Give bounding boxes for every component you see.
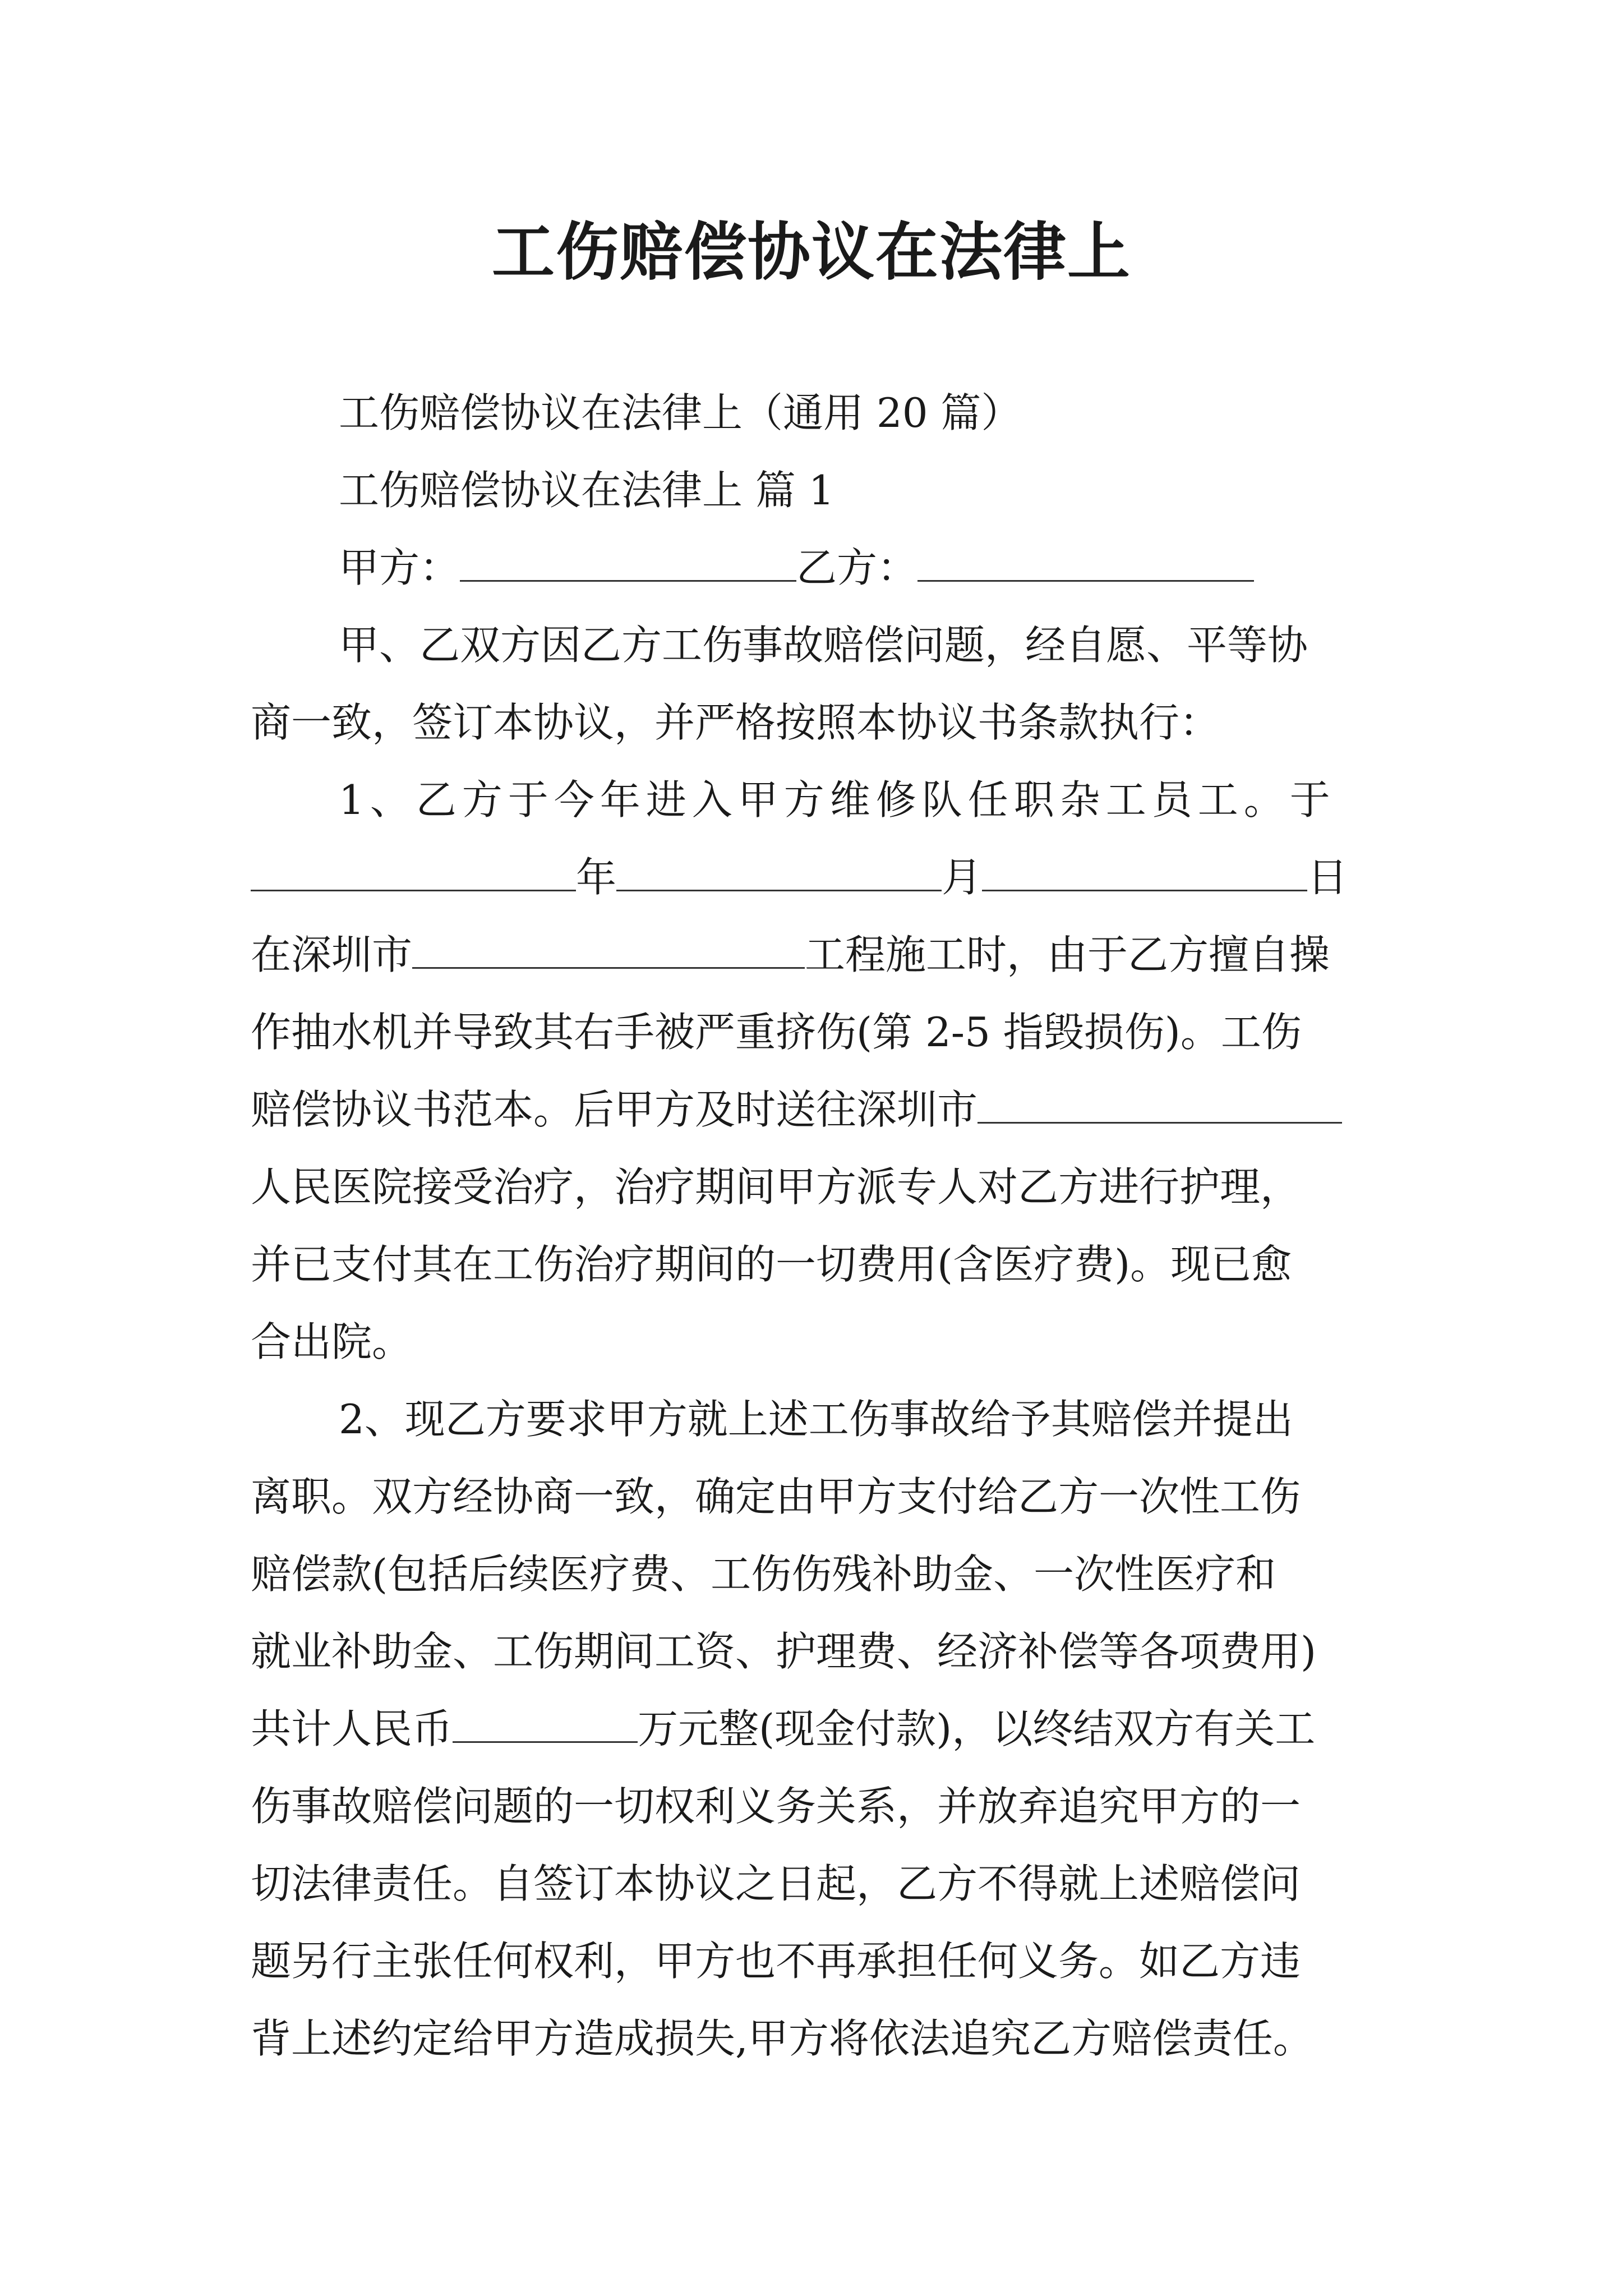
clause-2-line-8: 题另行主张任何权利，甲方也不再承担任何义务。如乙方违: [251, 1938, 1301, 1985]
clause-1-line-3-rest: 工程施工时，由于乙方擅自操: [805, 931, 1330, 978]
party-line: [339, 544, 1254, 591]
amount-label: 共计人民币: [251, 1705, 453, 1752]
clause-1-line-8: 合出院。: [251, 1318, 413, 1365]
month-blank[interactable]: [616, 887, 942, 891]
party-a-blank[interactable]: [460, 578, 796, 582]
day-label: 日: [1307, 854, 1348, 901]
clause-2-line-1: 2、现乙方要求甲方就上述工伤事故给予其赔偿并提出: [339, 1396, 1293, 1443]
clause-1-line-1: 1、乙方于今年进入甲方维修队任职杂工员工。于: [339, 776, 1336, 823]
clause-2-line-2: 离职。双方经协商一致，确定由甲方支付给乙方一次性工伤: [251, 1473, 1301, 1520]
year-label: 年: [576, 854, 617, 901]
section-heading: 工伤赔偿协议在法律上 篇 1: [339, 467, 834, 514]
document-title: 工伤赔偿协议在法律上: [492, 215, 1131, 289]
clause-1-line-3: [251, 931, 1330, 978]
clause-1-date-line: [251, 854, 1348, 901]
clause-2-line-5: [251, 1705, 1316, 1752]
subtitle: 工伤赔偿协议在法律上（通用 20 篇）: [339, 389, 1022, 436]
clause-1-line-5: [251, 1086, 1342, 1133]
party-b-label: 乙方：: [796, 544, 918, 591]
year-blank[interactable]: [251, 887, 576, 891]
intro-line-1: 甲、乙双方因乙方工伤事故赔偿问题，经自愿、平等协: [339, 622, 1308, 669]
amount-blank[interactable]: [453, 1739, 638, 1743]
clause-1-line-7: 并已支付其在工伤治疗期间的一切费用(含医疗费)。现已愈: [251, 1241, 1292, 1288]
hospital-blank[interactable]: [978, 1120, 1342, 1124]
party-b-blank[interactable]: [917, 578, 1254, 582]
clause-2-line-9: 背上述约定给甲方造成损失,甲方将依法追究乙方赔偿责任。: [251, 2015, 1313, 2062]
clause-2-line-5-rest: 万元整(现金付款)，以终结双方有关工: [638, 1705, 1316, 1752]
day-blank[interactable]: [982, 887, 1307, 891]
month-label: 月: [942, 854, 983, 901]
intro-line-2: 商一致，签订本协议，并严格按照本协议书条款执行：: [251, 699, 1220, 746]
clause-1-line-6: 人民医院接受治疗，治疗期间甲方派专人对乙方进行护理，: [251, 1163, 1301, 1211]
clause-2-line-3: 赔偿款(包括后续医疗费、工伤伤残补助金、一次性医疗和: [251, 1550, 1276, 1598]
clause-2-line-7: 切法律责任。自签订本协议之日起，乙方不得就上述赔偿问: [251, 1860, 1301, 1907]
clause-1-line-4: 作抽水机并导致其右手被严重挤伤(第 2-5 指毁损伤)。工伤: [251, 1009, 1302, 1056]
party-a-label: 甲方：: [339, 544, 460, 591]
clause-2-line-4: 就业补助金、工伤期间工资、护理费、经济补偿等各项费用): [251, 1628, 1317, 1675]
project-blank[interactable]: [412, 965, 805, 969]
hospital-label: 赔偿协议书范本。后甲方及时送往深圳市: [251, 1086, 978, 1133]
city-label: 在深圳市: [251, 931, 413, 978]
clause-2-line-6: 伤事故赔偿问题的一切权利义务关系，并放弃追究甲方的一: [251, 1783, 1301, 1830]
